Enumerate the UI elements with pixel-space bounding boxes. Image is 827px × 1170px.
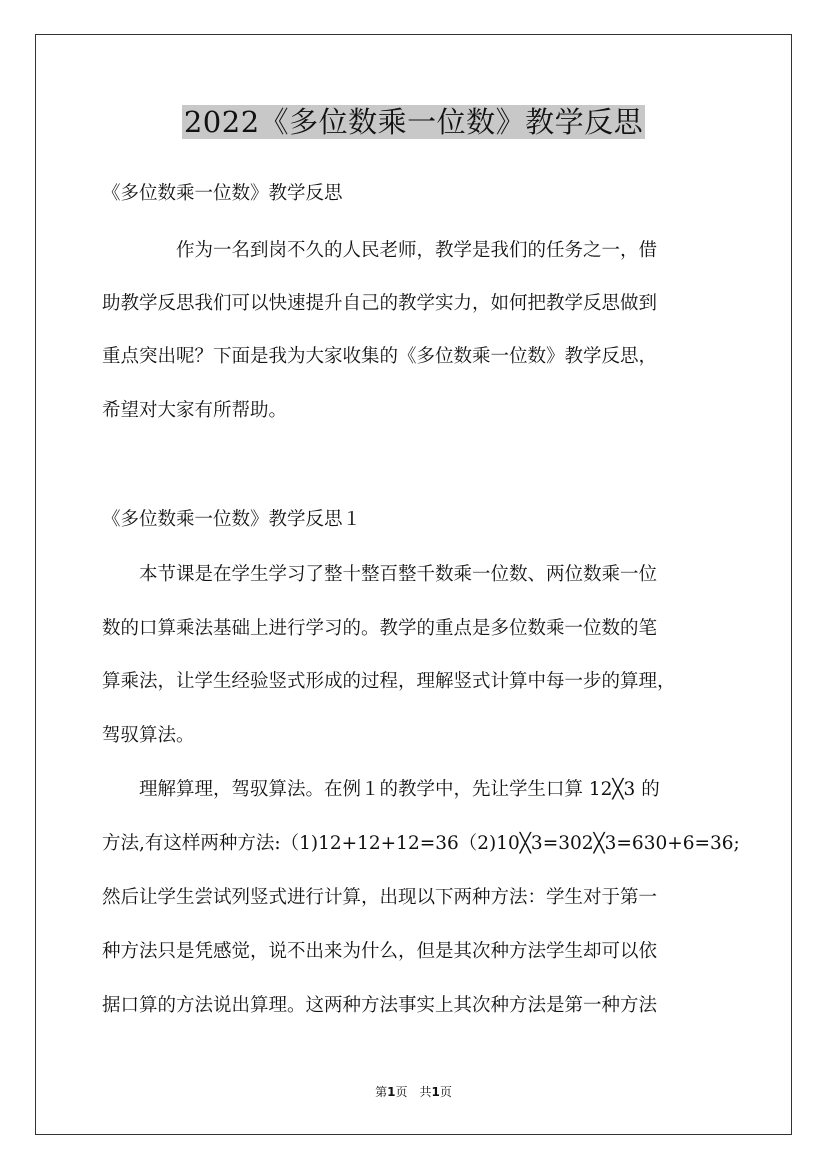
paragraph-line: 种方法只是凭感觉，说不出来为什么，但是其次种方法学生却可以依	[102, 941, 658, 962]
document-title	[0, 102, 827, 142]
footer-text: 页 共	[395, 1085, 432, 1099]
paragraph-line: 作为一名到岗不久的人民老师，教学是我们的任务之一，借	[102, 240, 658, 261]
section-heading: 《多位数乘一位数》教学反思１	[102, 509, 362, 530]
page-footer	[0, 1083, 827, 1100]
paragraph-line: 驾驭算法。	[102, 725, 195, 746]
paragraph-line: 本节课是在学生学习了整十整百整千数乘一位数、两位数乘一位	[102, 564, 658, 585]
paragraph-line: 重点突出呢？下面是我为大家收集的《多位数乘一位数》教学反思，	[102, 346, 658, 367]
document-title-text: 2022《多位数乘一位数》教学反思	[183, 105, 644, 139]
footer-page-number: 1	[387, 1085, 396, 1099]
paragraph-line: 算乘法，让学生经验竖式形成的过程，理解竖式计算中每一步的算理，	[102, 671, 676, 692]
footer-text: 第	[375, 1085, 388, 1099]
paragraph-line: 据口算的方法说出算理。这两种方法事实上其次种方法是第一种方法	[102, 995, 658, 1016]
paragraph-line: 理解算理，驾驭算法。在例１的教学中，先让学生口算 12╳3 的	[102, 779, 660, 800]
paragraph-line: 然后让学生尝试列竖式进行计算，出现以下两种方法：学生对于第一	[102, 887, 658, 908]
paragraph-line: 数的口算乘法基础上进行学习的。教学的重点是多位数乘一位数的笔	[102, 618, 658, 639]
paragraph-line: 方法,有这样两种方法:（1)12+12+12=36（2)10╳3=302╳3=630+6=36;	[102, 833, 740, 854]
subtitle-line: 《多位数乘一位数》教学反思	[102, 183, 343, 204]
paragraph-line: 希望对大家有所帮助。	[102, 400, 288, 421]
footer-text: 页	[439, 1085, 452, 1099]
footer-total-pages: 1	[431, 1085, 440, 1099]
paragraph-line: 助教学反思我们可以快速提升自己的教学实力，如何把教学反思做到	[102, 293, 658, 314]
